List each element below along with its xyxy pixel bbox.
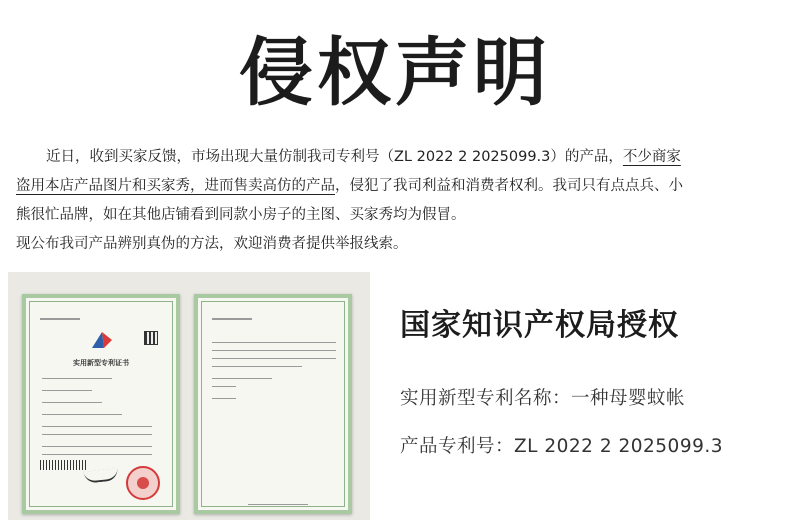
text-line bbox=[42, 434, 152, 435]
notice-line-2-text: ，侵犯了我司利益和消费者权利。我司只有点点兵、小 bbox=[335, 178, 683, 194]
notice-line-1 bbox=[16, 143, 776, 172]
notice-line-2 bbox=[16, 172, 776, 201]
certificate-heading: 实用新型专利证书 bbox=[73, 359, 129, 367]
text-line bbox=[42, 446, 152, 447]
patent-logo-icon bbox=[90, 330, 114, 350]
barcode-icon bbox=[40, 460, 88, 470]
patent-certificate-image bbox=[8, 272, 370, 520]
notice-line-3: 熊很忙品牌，如在其他店铺看到同款小房子的主图、买家秀均为假冒。 bbox=[16, 207, 466, 223]
text-line bbox=[212, 342, 336, 343]
patent-number: 产品专利号：ZL 2022 2 2025099.3 bbox=[400, 436, 724, 457]
text-line bbox=[212, 398, 236, 399]
text-line bbox=[40, 318, 80, 320]
official-seal-icon bbox=[126, 466, 160, 500]
signature bbox=[83, 468, 118, 483]
certificate-back-page bbox=[194, 294, 352, 514]
text-line bbox=[212, 366, 302, 367]
infringement-notice bbox=[16, 143, 776, 259]
text-line bbox=[42, 454, 152, 455]
page-title: 侵权声明 bbox=[239, 30, 551, 116]
notice-line-1-text: 近日，收到买家反馈，市场出现大量仿制我司专利号（ZL 2022 2 2025099.3）的产品， bbox=[46, 149, 623, 165]
text-line bbox=[42, 378, 112, 379]
authorization-title: 国家知识产权局授权 bbox=[400, 308, 679, 343]
text-line bbox=[212, 378, 272, 379]
notice-line-1-underlined: 不少商家 bbox=[622, 149, 681, 165]
text-line bbox=[248, 504, 308, 505]
notice-line-2-underlined: 盗用本店产品图片和买家秀，进而售卖高仿的产品 bbox=[16, 178, 335, 194]
text-line bbox=[212, 386, 236, 387]
text-line bbox=[212, 358, 336, 359]
text-line bbox=[212, 318, 252, 320]
notice-line-4: 现公布我司产品辨别真伪的方法，欢迎消费者提供举报线索。 bbox=[16, 236, 408, 252]
text-line bbox=[42, 390, 92, 391]
text-line bbox=[42, 426, 152, 427]
text-line bbox=[42, 414, 122, 415]
certificate-front-page bbox=[22, 294, 180, 514]
qr-code-icon bbox=[144, 331, 158, 345]
text-line bbox=[212, 350, 336, 351]
text-line bbox=[42, 402, 102, 403]
patent-name: 实用新型专利名称：一种母婴蚊帐 bbox=[400, 388, 686, 409]
